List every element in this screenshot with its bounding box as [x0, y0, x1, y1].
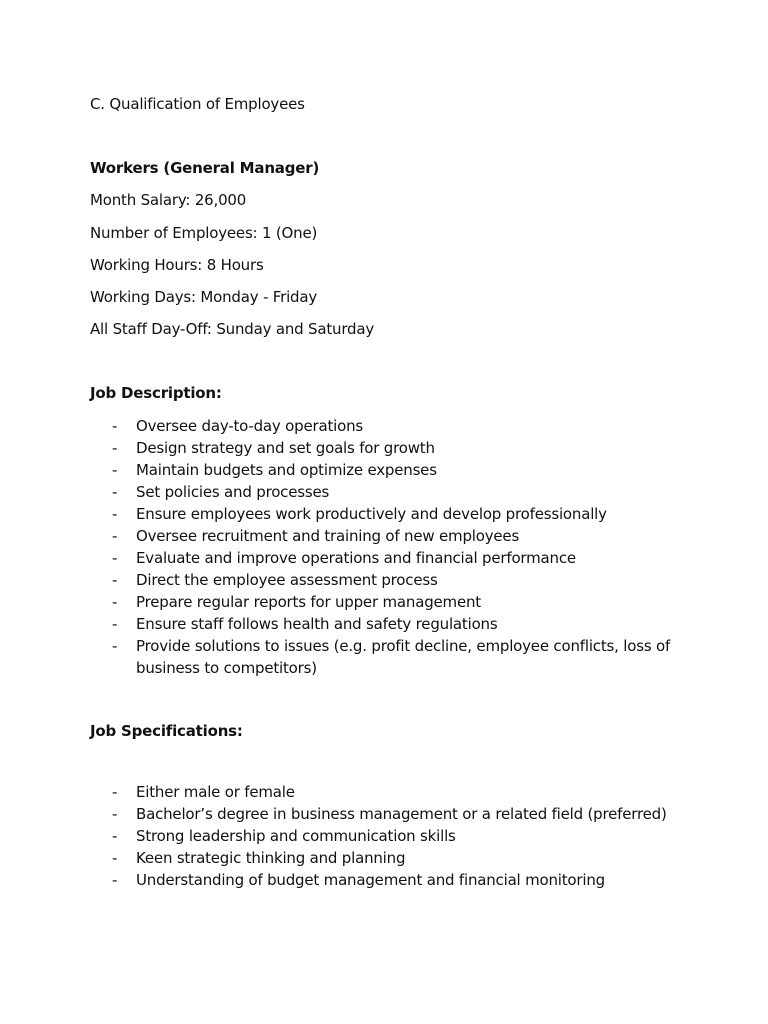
list-item-text: Oversee recruitment and training of new employees — [136, 527, 520, 545]
salary-line: Month Salary: 26,000 — [90, 191, 247, 209]
list-item — [90, 781, 690, 803]
list-item — [90, 591, 690, 613]
bullet-dash: - — [112, 805, 118, 823]
bullet-dash: - — [112, 483, 118, 501]
job-specifications-heading: Job Specifications: — [90, 722, 243, 740]
working-days-line: Working Days: Monday - Friday — [90, 288, 318, 306]
section-title: C. Qualification of Employees — [90, 95, 305, 113]
bullet-dash: - — [112, 571, 118, 589]
list-item-text: Maintain budgets and optimize expenses — [136, 461, 437, 479]
employee-count-line: Number of Employees: 1 (One) — [90, 224, 318, 242]
bullet-dash: - — [112, 593, 118, 611]
list-item — [90, 481, 690, 503]
bullet-dash: - — [112, 417, 118, 435]
list-item-text: Oversee day-to-day operations — [136, 417, 364, 435]
bullet-dash: - — [112, 849, 118, 867]
bullet-dash: - — [112, 871, 118, 889]
working-hours-line: Working Hours: 8 Hours — [90, 256, 264, 274]
list-item-text: Ensure staff follows health and safety regulations — [136, 615, 498, 633]
bullet-dash: - — [112, 549, 118, 567]
bullet-dash: - — [112, 461, 118, 479]
bullet-dash: - — [112, 439, 118, 457]
list-item — [90, 459, 690, 481]
list-item-text: Understanding of budget management and financial monitoring — [136, 871, 605, 889]
job-description-heading: Job Description: — [90, 384, 222, 402]
list-item — [90, 613, 690, 635]
list-item-text: Set policies and processes — [136, 483, 330, 501]
list-item — [90, 803, 690, 825]
bullet-dash: - — [112, 783, 118, 801]
list-item-text: Strong leadership and communication skills — [136, 827, 456, 845]
bullet-dash: - — [112, 527, 118, 545]
bullet-dash: - — [112, 505, 118, 523]
list-item — [90, 825, 690, 847]
list-item-text: Bachelor’s degree in business management or a related field (preferred) — [136, 805, 667, 823]
position-heading: Workers (General Manager) — [90, 159, 320, 177]
day-off-line: All Staff Day-Off: Sunday and Saturday — [90, 320, 375, 338]
list-item — [90, 847, 690, 869]
list-item — [90, 525, 690, 547]
list-item — [90, 547, 690, 569]
bullet-dash: - — [112, 637, 118, 655]
job-specifications-list — [90, 781, 690, 891]
job-description-list — [90, 415, 690, 679]
bullet-dash: - — [112, 615, 118, 633]
list-item — [90, 503, 690, 525]
list-item-text: Direct the employee assessment process — [136, 571, 438, 589]
list-item-text: Provide solutions to issues (e.g. profit decline, employee conflicts, loss of business to competitors) — [136, 637, 671, 677]
list-item-text: Either male or female — [136, 783, 295, 801]
list-item — [90, 415, 690, 437]
list-item — [90, 569, 690, 591]
list-item-text: Prepare regular reports for upper management — [136, 593, 481, 611]
list-item — [90, 635, 690, 679]
list-item — [90, 437, 690, 459]
list-item-text: Evaluate and improve operations and financial performance — [136, 549, 576, 567]
bullet-dash: - — [112, 827, 118, 845]
list-item-text: Design strategy and set goals for growth — [136, 439, 435, 457]
list-item-text: Keen strategic thinking and planning — [136, 849, 406, 867]
list-item-text: Ensure employees work productively and develop professionally — [136, 505, 607, 523]
list-item — [90, 869, 690, 891]
